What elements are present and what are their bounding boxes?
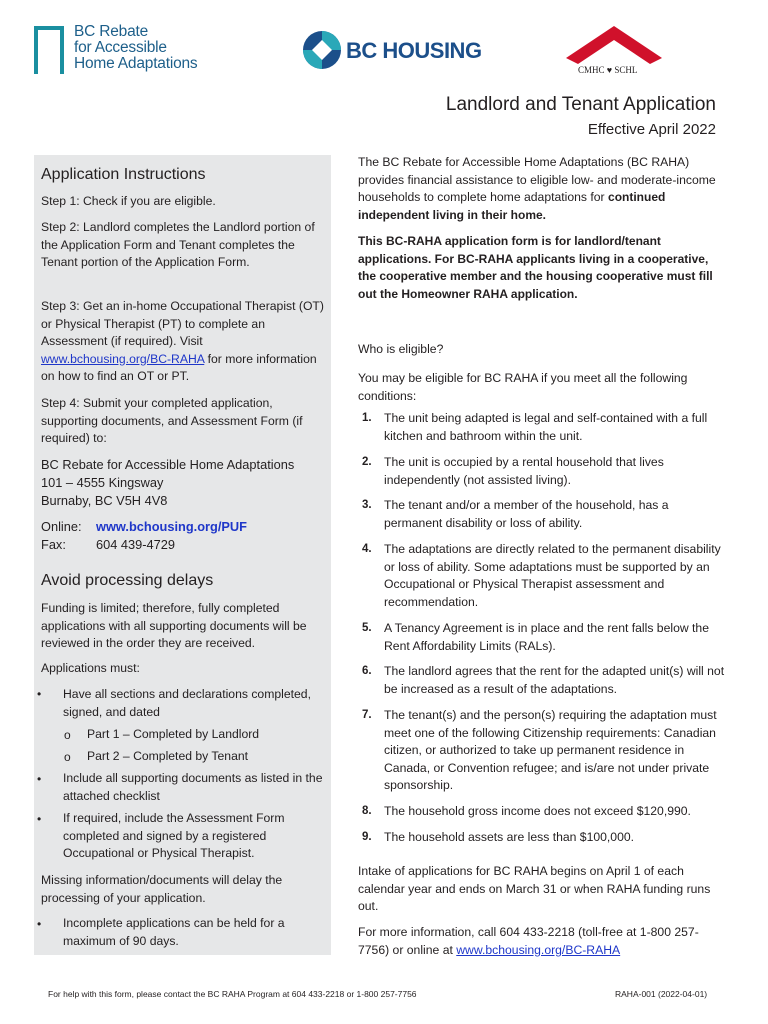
condition-number: 8. <box>362 805 372 817</box>
more-info: For more information, call 604 433-2218 (toll-free at 1-800 257-7756) or online at www.bchousing.org/BC-RAHA <box>358 925 699 957</box>
condition-number: 5. <box>362 622 372 634</box>
online-url[interactable]: www.bchousing.org/PUF <box>96 519 247 534</box>
condition-number: 7. <box>362 709 372 721</box>
raha-website-link[interactable]: www.bchousing.org/BC-RAHA <box>456 942 621 957</box>
condition-text: The landlord agrees that the rent for the adapted unit(s) will not be increased as a result of the adaptations. <box>384 664 725 696</box>
form-code: RAHA-001 (2022-04-01) <box>615 989 708 999</box>
raha-logo-line-1: BC Rebate <box>74 23 149 40</box>
raha-frame-icon <box>34 26 64 74</box>
cmhc-wordmark: CMHC ♥ SCHL <box>578 65 638 75</box>
eligible-heading: Who is eligible? <box>358 342 444 356</box>
bullet-1: Have all sections and declarations completed, signed, and dated <box>63 687 311 719</box>
condition-text: The tenant(s) and the person(s) requiring the adaptation must meet one of the following Citizenship requirements: Canadian citizen, or authorized to take up permanent residence in Canada, or Convention refugee; and is/are not under private sponsorship. <box>384 708 717 792</box>
bc-housing-wordmark: BC HOUSING <box>346 38 482 63</box>
sub-bullet-2: Part 2 – Completed by Tenant <box>87 749 249 763</box>
sub-marker: o <box>64 728 71 742</box>
fax-row <box>41 536 325 554</box>
eligible-intro: You may be eligible for BC RAHA if you meet all the following conditions: <box>358 371 688 403</box>
address-name: BC Rebate for Accessible Home Adaptations <box>41 457 295 472</box>
bullet-2: Include all supporting documents as listed in the attached checklist <box>63 771 323 803</box>
step-3: Step 3: Get an in-home Occupational Therapist (OT) or Physical Therapist (PT) to complete an Assessment (if required). Visit www.bchousing.org/BC-RAHA for more information on how to find an OT or PT. <box>41 299 324 383</box>
condition-text: The tenant and/or a member of the household, has a permanent disability or loss of ability. <box>384 498 669 530</box>
sub-marker: o <box>64 750 71 764</box>
fax-value: 604 439-4729 <box>96 537 175 552</box>
condition-number: 1. <box>362 412 372 424</box>
bullet-marker: • <box>37 772 42 786</box>
step-2: Step 2: Landlord completes the Landlord portion of the Application Form and Tenant completes the Tenant portion of the Application Form. <box>41 220 315 269</box>
delays-heading: Avoid processing delays <box>41 572 214 589</box>
bullet-marker: • <box>37 812 42 826</box>
raha-logo-line-2: for Accessible <box>74 39 167 56</box>
bc-raha-logo <box>34 24 234 80</box>
intake-note: Intake of applications for BC RAHA begins on April 1 of each calendar year and ends on March 31 or when RAHA funding runs out. <box>358 864 711 913</box>
bullet-marker: • <box>37 687 42 701</box>
condition-text: A Tenancy Agreement is in place and the rent falls below the Rent Affordability Limits (RALs). <box>384 621 709 653</box>
step-4: Step 4: Submit your completed application, supporting documents, and Assessment Form (if required) to: <box>41 396 303 445</box>
cmhc-roof-icon <box>566 26 662 64</box>
effective-date: Effective April 2022 <box>587 121 716 138</box>
bullet-4: Incomplete applications can be held for a maximum of 90 days. <box>63 916 285 948</box>
condition-text: The household gross income does not exceed $120,990. <box>384 804 691 818</box>
intro-paragraph: The BC Rebate for Accessible Home Adaptations (BC RAHA) provides financial assistance to eligible low- and moderate-income households to complete home adaptations for continued independent living in their home. <box>358 155 716 222</box>
bc-housing-logo <box>302 30 482 76</box>
condition-number: 6. <box>362 665 372 677</box>
raha-info-link[interactable]: www.bchousing.org/BC-RAHA <box>41 351 205 366</box>
condition-text: The adaptations are directly related to the permanent disability or loss of ability. Some adaptations must be supported by an Occupational or Physical Therapist assessment and recommendation. <box>384 542 721 609</box>
missing-note: Missing information/documents will delay the processing of your application. <box>41 873 283 905</box>
address-city: Burnaby, BC V5H 4V8 <box>41 493 168 508</box>
condition-text: The household assets are less than $100,000. <box>384 830 635 844</box>
condition-number: 4. <box>362 543 372 555</box>
bullet-marker: • <box>37 917 42 931</box>
cooperative-note: This BC-RAHA application form is for landlord/tenant applications. For BC-RAHA applicants living in a cooperative, the cooperative member and the housing cooperative must fill out the Homeowner RAHA application. <box>358 234 713 301</box>
online-label: Online: <box>41 519 82 534</box>
step-1: Step 1: Check if you are eligible. <box>41 194 216 208</box>
fax-label: Fax: <box>41 537 66 552</box>
condition-number: 3. <box>362 499 372 511</box>
sub-bullet-1: Part 1 – Completed by Landlord <box>87 727 260 741</box>
condition-text: The unit is occupied by a rental household that lives independently (not assisted living). <box>384 455 664 487</box>
bc-housing-mark-icon <box>302 30 342 70</box>
address-street: 101 – 4555 Kingsway <box>41 475 164 490</box>
bullet-3: If required, include the Assessment Form completed and signed by a registered Occupational or Physical Therapist. <box>63 811 285 860</box>
condition-text: The unit being adapted is legal and self-contained with a full kitchen and bathroom within the unit. <box>384 411 708 443</box>
online-row <box>41 518 325 536</box>
cmhc-logo <box>566 26 662 80</box>
condition-number: 2. <box>362 456 372 468</box>
condition-number: 9. <box>362 831 372 843</box>
funding-note: Funding is limited; therefore, fully completed applications with all supporting documents will be reviewed in the order they are received. <box>41 601 307 650</box>
raha-logo-line-3: Home Adaptations <box>74 55 198 72</box>
must-label: Applications must: <box>41 661 140 675</box>
instructions-heading: Application Instructions <box>41 166 206 183</box>
footer-help: For help with this form, please contact the BC RAHA Program at 604 433-2218 or 1-800 257-7756 <box>48 989 417 999</box>
page-title: Landlord and Tenant Application <box>445 94 716 115</box>
